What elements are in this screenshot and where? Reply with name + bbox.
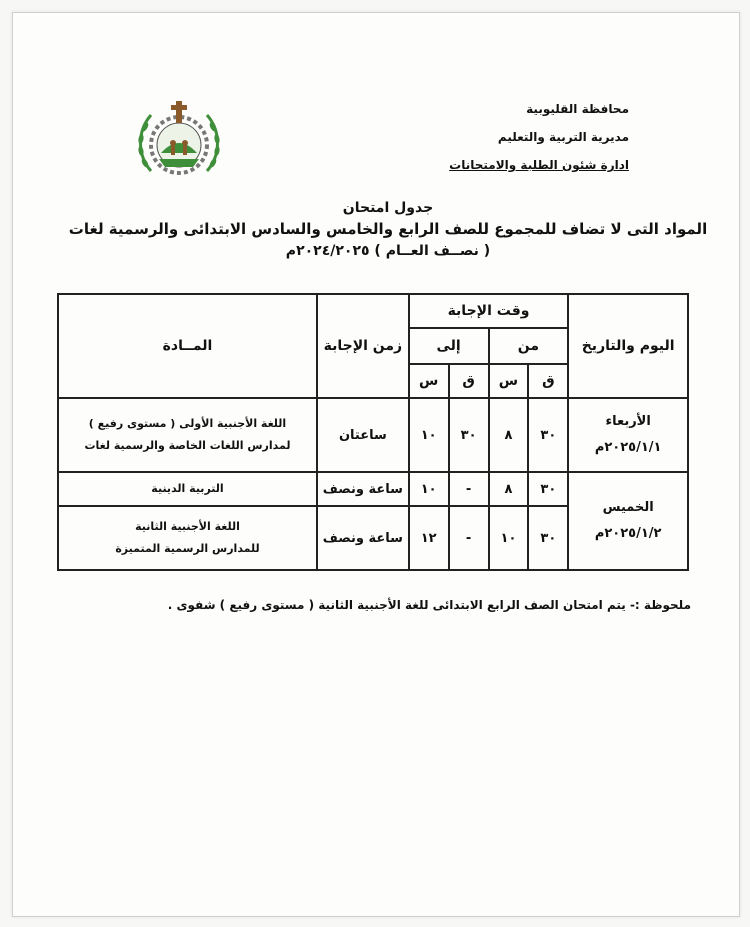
header-day-date: اليوم والتاريخ xyxy=(568,294,688,398)
subject-cell xyxy=(58,506,317,570)
document-page xyxy=(12,12,740,917)
table-row xyxy=(58,472,688,506)
from-hour: ٨ xyxy=(489,472,529,506)
header-from-hour: س xyxy=(489,364,529,398)
to-hour: ١٠ xyxy=(409,472,449,506)
to-hour: ١٠ xyxy=(409,398,449,472)
from-minute: ٣٠ xyxy=(528,472,568,506)
subject-cell xyxy=(58,398,317,472)
to-minute: ٣٠ xyxy=(449,398,489,472)
header-answer-time: وقت الإجابة xyxy=(409,294,569,328)
exam-date: ٢٠٢٥/١/١م xyxy=(594,440,662,455)
directorate-name: مديرية التربية والتعليم xyxy=(497,130,629,144)
subject-cell xyxy=(58,472,317,506)
table-title: جدول امتحان xyxy=(342,200,434,216)
footnote: ملحوظة :- يتم امتحان الصف الرابع الابتدائى للغة الأجنبية الثانية ( مستوى رفيع ) شفوى . xyxy=(167,598,691,612)
exam-date: ٢٠٢٥/١/٢م xyxy=(594,526,662,541)
governorate-emblem-icon xyxy=(129,93,229,193)
header-to-minute: ق xyxy=(449,364,489,398)
header-from-minute: ق xyxy=(528,364,568,398)
department-name: ادارة شئون الطلبة والامتحانات xyxy=(449,158,629,172)
day-date-cell xyxy=(568,398,688,472)
governorate-name: محافظة القليوبية xyxy=(526,102,629,116)
table-row xyxy=(58,398,688,472)
subject-scope: للمدارس الرسمية المتميزة xyxy=(115,542,260,555)
subject-name: التربية الدينية xyxy=(151,482,224,495)
subject-scope: لمدارس اللغات الخاصة والرسمية لغات xyxy=(84,439,291,452)
header-to: إلى xyxy=(409,328,489,364)
from-minute: ٣٠ xyxy=(528,506,568,570)
to-hour: ١٢ xyxy=(409,506,449,570)
to-minute: - xyxy=(449,506,489,570)
header-duration: زمن الإجابة xyxy=(317,294,409,398)
issuer-header xyxy=(379,95,629,179)
exam-schedule-table xyxy=(57,293,689,571)
subject-name: اللغة الأجنبية الأولى ( مستوى رفيع ) xyxy=(88,417,287,430)
from-hour: ٨ xyxy=(489,398,529,472)
day-name: الخميس xyxy=(602,500,654,515)
duration: ساعتان xyxy=(317,398,409,472)
day-name: الأربعاء xyxy=(605,414,651,429)
header-to-hour: س xyxy=(409,364,449,398)
header-from: من xyxy=(489,328,569,364)
header-subject: المــادة xyxy=(58,294,317,398)
table-subtitle: المواد التى لا تضاف للمجموع للصف الرابع والخامس والسادس الابتدائى والرسمية لغات xyxy=(68,220,708,238)
to-minute: - xyxy=(449,472,489,506)
from-hour: ١٠ xyxy=(489,506,529,570)
from-minute: ٣٠ xyxy=(528,398,568,472)
day-date-cell xyxy=(568,472,688,570)
duration: ساعة ونصف xyxy=(317,472,409,506)
subject-name: اللغة الأجنبية الثانية xyxy=(135,520,240,533)
duration: ساعة ونصف xyxy=(317,506,409,570)
document-titles xyxy=(63,198,713,262)
term-year: ( نصــف العــام ) ٢٠٢٤/٢٠٢٥م xyxy=(285,243,491,259)
